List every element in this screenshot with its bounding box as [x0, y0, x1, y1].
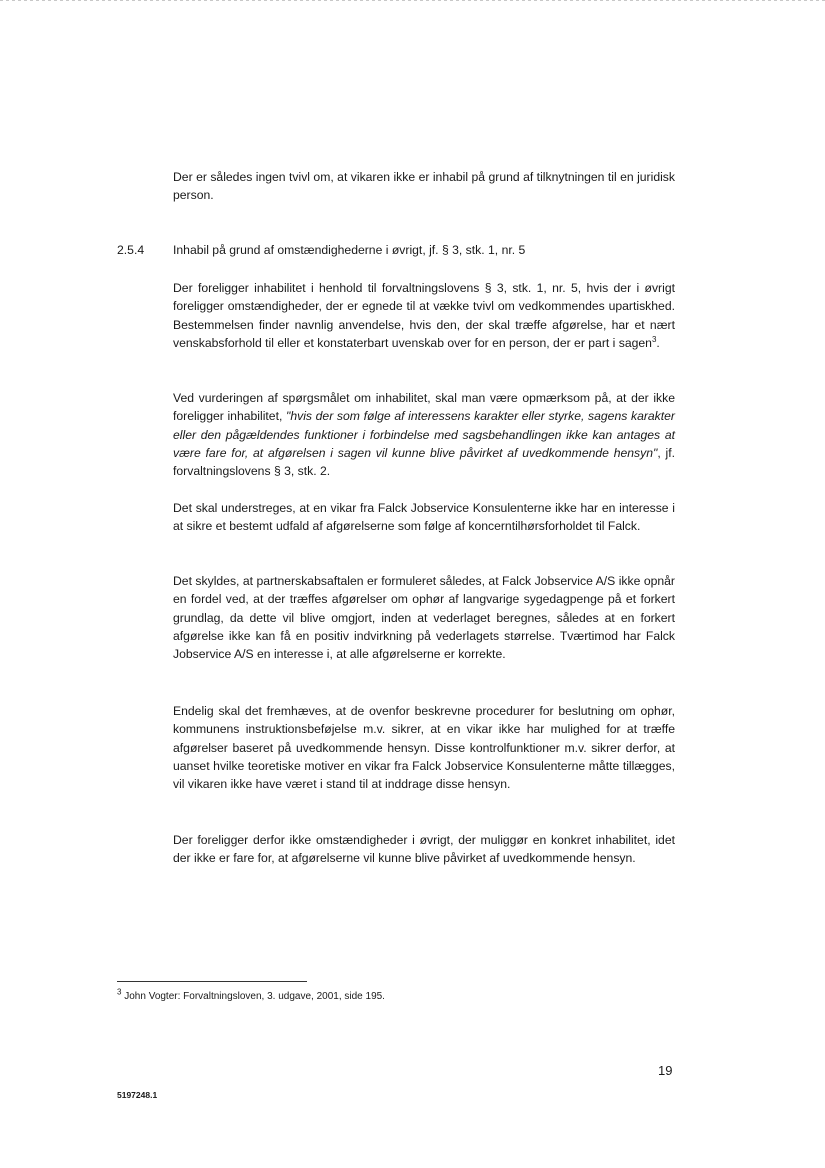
paragraph-1-end: . — [656, 335, 660, 350]
paragraph-2 — [173, 389, 675, 480]
paragraph-4: Det skyldes, at partnerskabsaftalen er formuleret således, at Falck Jobservice A/S ikke opnår en fordel ved, at der træffes afgørelser om ophør af langvarige sygedagpenge på et forkert grundlag, da dette vil blive omgjort, inden at vederlaget beregnes, således at en forkert afgørelse ikke kan få en positiv indvirkning på vederlagets størrelse. Tværtimod har Falck Jobservice A/S en interesse i, at alle afgørelserne er korrekte. — [173, 574, 675, 662]
footnote — [117, 987, 385, 1004]
paragraph-2-start: Ved vurderingen af spørgsmålet om inhabilitet, skal man være opmærksom på, at der ikke foreligger inhabilitet, — [173, 391, 675, 424]
footnote-text: John Vogter: Forvaltningsloven, 3. udgave, 2001, side 195. — [121, 991, 385, 1002]
footnote-number: 3 — [117, 987, 122, 997]
paragraph-6: Der foreligger derfor ikke omstændigheder i øvrigt, der muliggør en konkret inhabilitet, idet der ikke er fare for, at afgørelserne vil kunne blive påvirket af uvedkommende hensyn. — [173, 833, 675, 866]
document-id: 5197248.1 — [117, 1090, 158, 1100]
intro-paragraph: Der er således ingen tvivl om, at vikaren ikke er inhabil på grund af tilknytningen til en juridisk person. — [173, 170, 675, 203]
section-number: 2.5.4 — [117, 243, 145, 257]
paragraph-1-text: Der foreligger inhabilitet i henhold til forvaltningslovens § 3, stk. 1, nr. 5, hvis der i øvrigt foreligger omstændigheder, der er egnede til at vække tvivl om vedkommendes upartiskhed. Bestemmelsen finder navnlig anvendelse, hvis den, der skal træffe afgørelse, har et nært venskabsforhold til eller et konstaterbart uvenskab over for en person, der er part i sagen — [173, 281, 675, 350]
footnote-reference: 3 — [651, 334, 657, 344]
scan-edge-line — [0, 0, 825, 1]
page-number: 19 — [658, 1063, 673, 1078]
paragraph-1 — [173, 279, 675, 352]
paragraph-5: Endelig skal det fremhæves, at de ovenfor beskrevne procedurer for beslutning om ophør, kommunens instruktionsbeføjelse m.v. sikrer, at en vikar ikke har mulighed for at træffe afgørelser baseret på uvedkommende hensyn. Disse kontrolfunktioner m.v. sikrer derfor, at uanset hvilke teoretiske motiver en vikar fra Falck Jobservice Konsulenterne måtte tillægges, vil vikaren ikke have været i stand til at inddrage disse hensyn. — [173, 704, 675, 792]
footnote-separator — [117, 981, 307, 982]
section-title: Inhabil på grund af omstændighederne i øvrigt, jf. § 3, stk. 1, nr. 5 — [173, 243, 526, 257]
paragraph-2-quote: "hvis der som følge af interessens karakter eller styrke, sagens karakter eller den pågældendes funktioner i forbindelse med sagsbehandlingen ikke kan antages at være fare for, at afgørelsen i sagen vil kunne blive påvirket af uvedkommende hensyn" — [173, 409, 675, 460]
paragraph-2-end: , jf. forvaltningslovens § 3, stk. 2. — [173, 445, 675, 479]
paragraph-3: Det skal understreges, at en vikar fra Falck Jobservice Konsulenterne ikke har en interesse i at sikre et bestemt udfald af afgørelserne som følge af koncerntilhørsforholdet til Falck. — [173, 501, 675, 534]
